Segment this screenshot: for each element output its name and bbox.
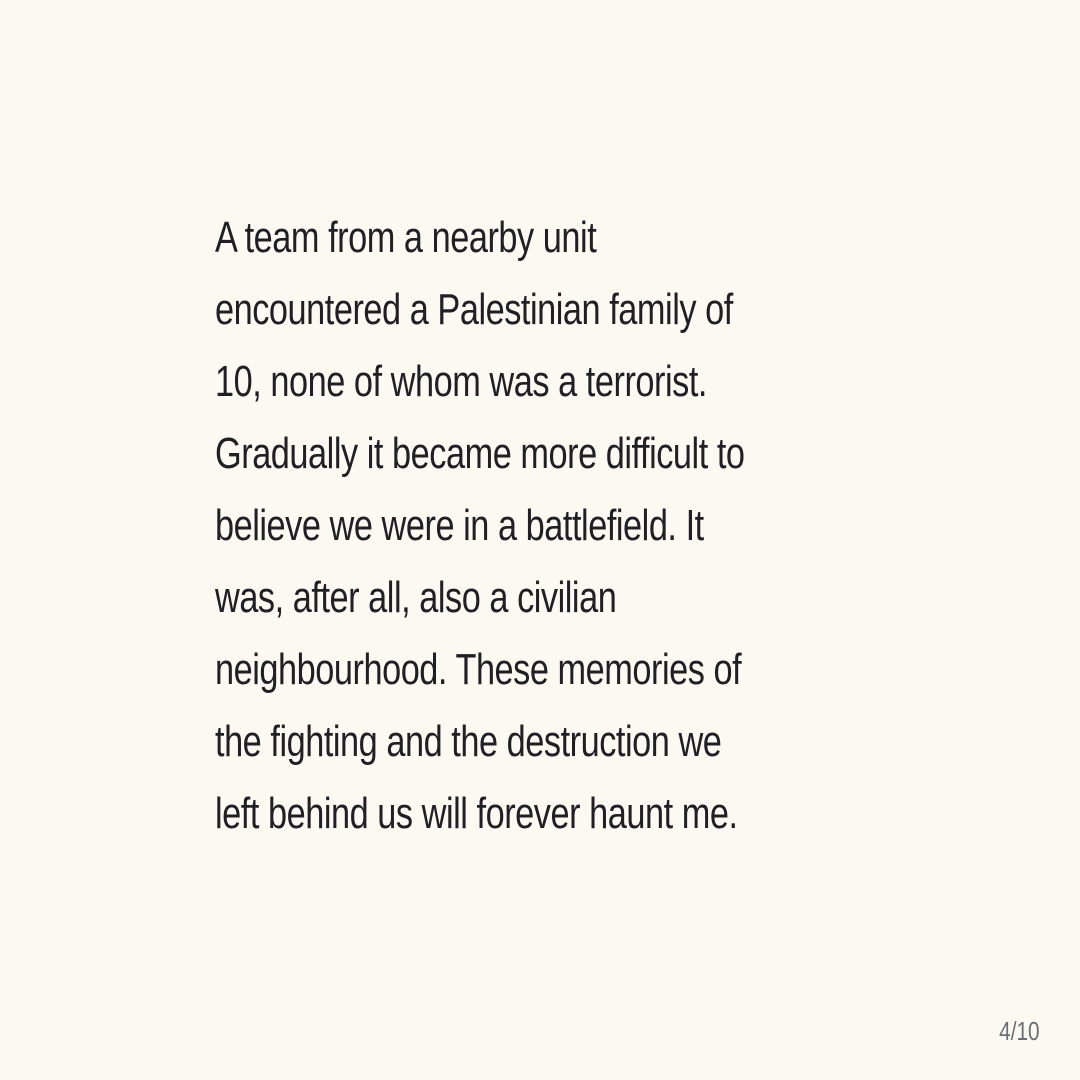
page-indicator: 4/10: [999, 1016, 1040, 1046]
quote-line: encountered a Palestinian family of: [215, 285, 733, 334]
quote-line: was, after all, also a civilian: [215, 573, 617, 622]
quote-text: [215, 202, 915, 850]
quote-line: A team from a nearby unit: [215, 213, 597, 262]
quote-line: left behind us will forever haunt me.: [215, 789, 738, 838]
quote-line: 10, none of whom was a terrorist.: [215, 357, 707, 406]
quote-line: the fighting and the destruction we: [215, 717, 722, 766]
quote-line: neighbourhood. These memories of: [215, 645, 742, 694]
quote-line: believe we were in a battlefield. It: [215, 501, 704, 550]
quote-line: Gradually it became more difficult to: [215, 429, 745, 478]
